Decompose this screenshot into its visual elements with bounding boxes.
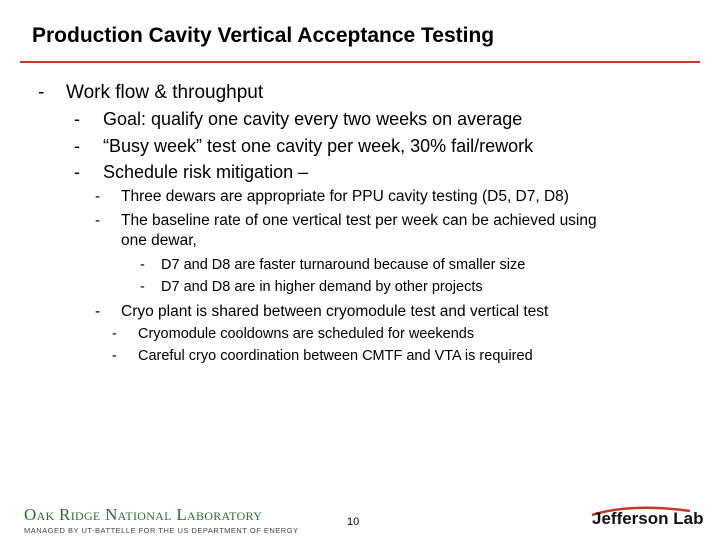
bullet-baseline-line1: The baseline rate of one vertical test per week can be achieved using — [121, 212, 597, 229]
bullet-d7d8-demand: D7 and D8 are in higher demand by other projects — [161, 279, 483, 295]
slide-title: Production Cavity Vertical Acceptance Testing — [32, 24, 495, 47]
bullet-dash: - — [95, 212, 101, 229]
bullet-dash: - — [112, 348, 117, 364]
bullet-dash: - — [74, 136, 80, 156]
page-number: 10 — [347, 516, 360, 528]
bullet-workflow: Work flow & throughput — [66, 82, 264, 103]
bullet-dash: - — [74, 162, 80, 182]
bullet-dash: - — [95, 303, 101, 320]
bullet-dewars: Three dewars are appropriate for PPU cavity testing (D5, D7, D8) — [121, 188, 569, 205]
bullet-dash: - — [74, 109, 80, 129]
bullet-schedule-risk: Schedule risk mitigation – — [103, 162, 309, 182]
bullet-dash: - — [140, 257, 145, 273]
bullet-dash: - — [112, 326, 117, 342]
bullet-goal: Goal: qualify one cavity every two weeks on average — [103, 109, 523, 129]
ornl-name: Oak Ridge National Laboratory — [24, 505, 263, 524]
jefferson-lab-logo: Jefferson Lab — [592, 509, 704, 528]
bullet-dash: - — [38, 82, 45, 103]
ornl-subtitle: MANAGED BY UT-BATTELLE FOR THE US DEPARTMENT OF ENERGY — [24, 526, 299, 535]
bullet-busy-week: “Busy week” test one cavity per week, 30% fail/rework — [103, 136, 534, 156]
bullet-baseline-line2: one dewar, — [121, 232, 197, 249]
bullet-dash: - — [140, 279, 145, 295]
title-underline — [20, 61, 700, 63]
bullet-d7d8-faster: D7 and D8 are faster turnaround because of smaller size — [161, 257, 526, 273]
bullet-dash: - — [95, 188, 101, 205]
bullet-cooldowns: Cryomodule cooldowns are scheduled for weekends — [138, 326, 475, 342]
ornl-logo — [24, 505, 299, 535]
bullet-coordination: Careful cryo coordination between CMTF and VTA is required — [138, 348, 533, 364]
bullet-cryo-shared: Cryo plant is shared between cryomodule test and vertical test — [121, 303, 549, 320]
